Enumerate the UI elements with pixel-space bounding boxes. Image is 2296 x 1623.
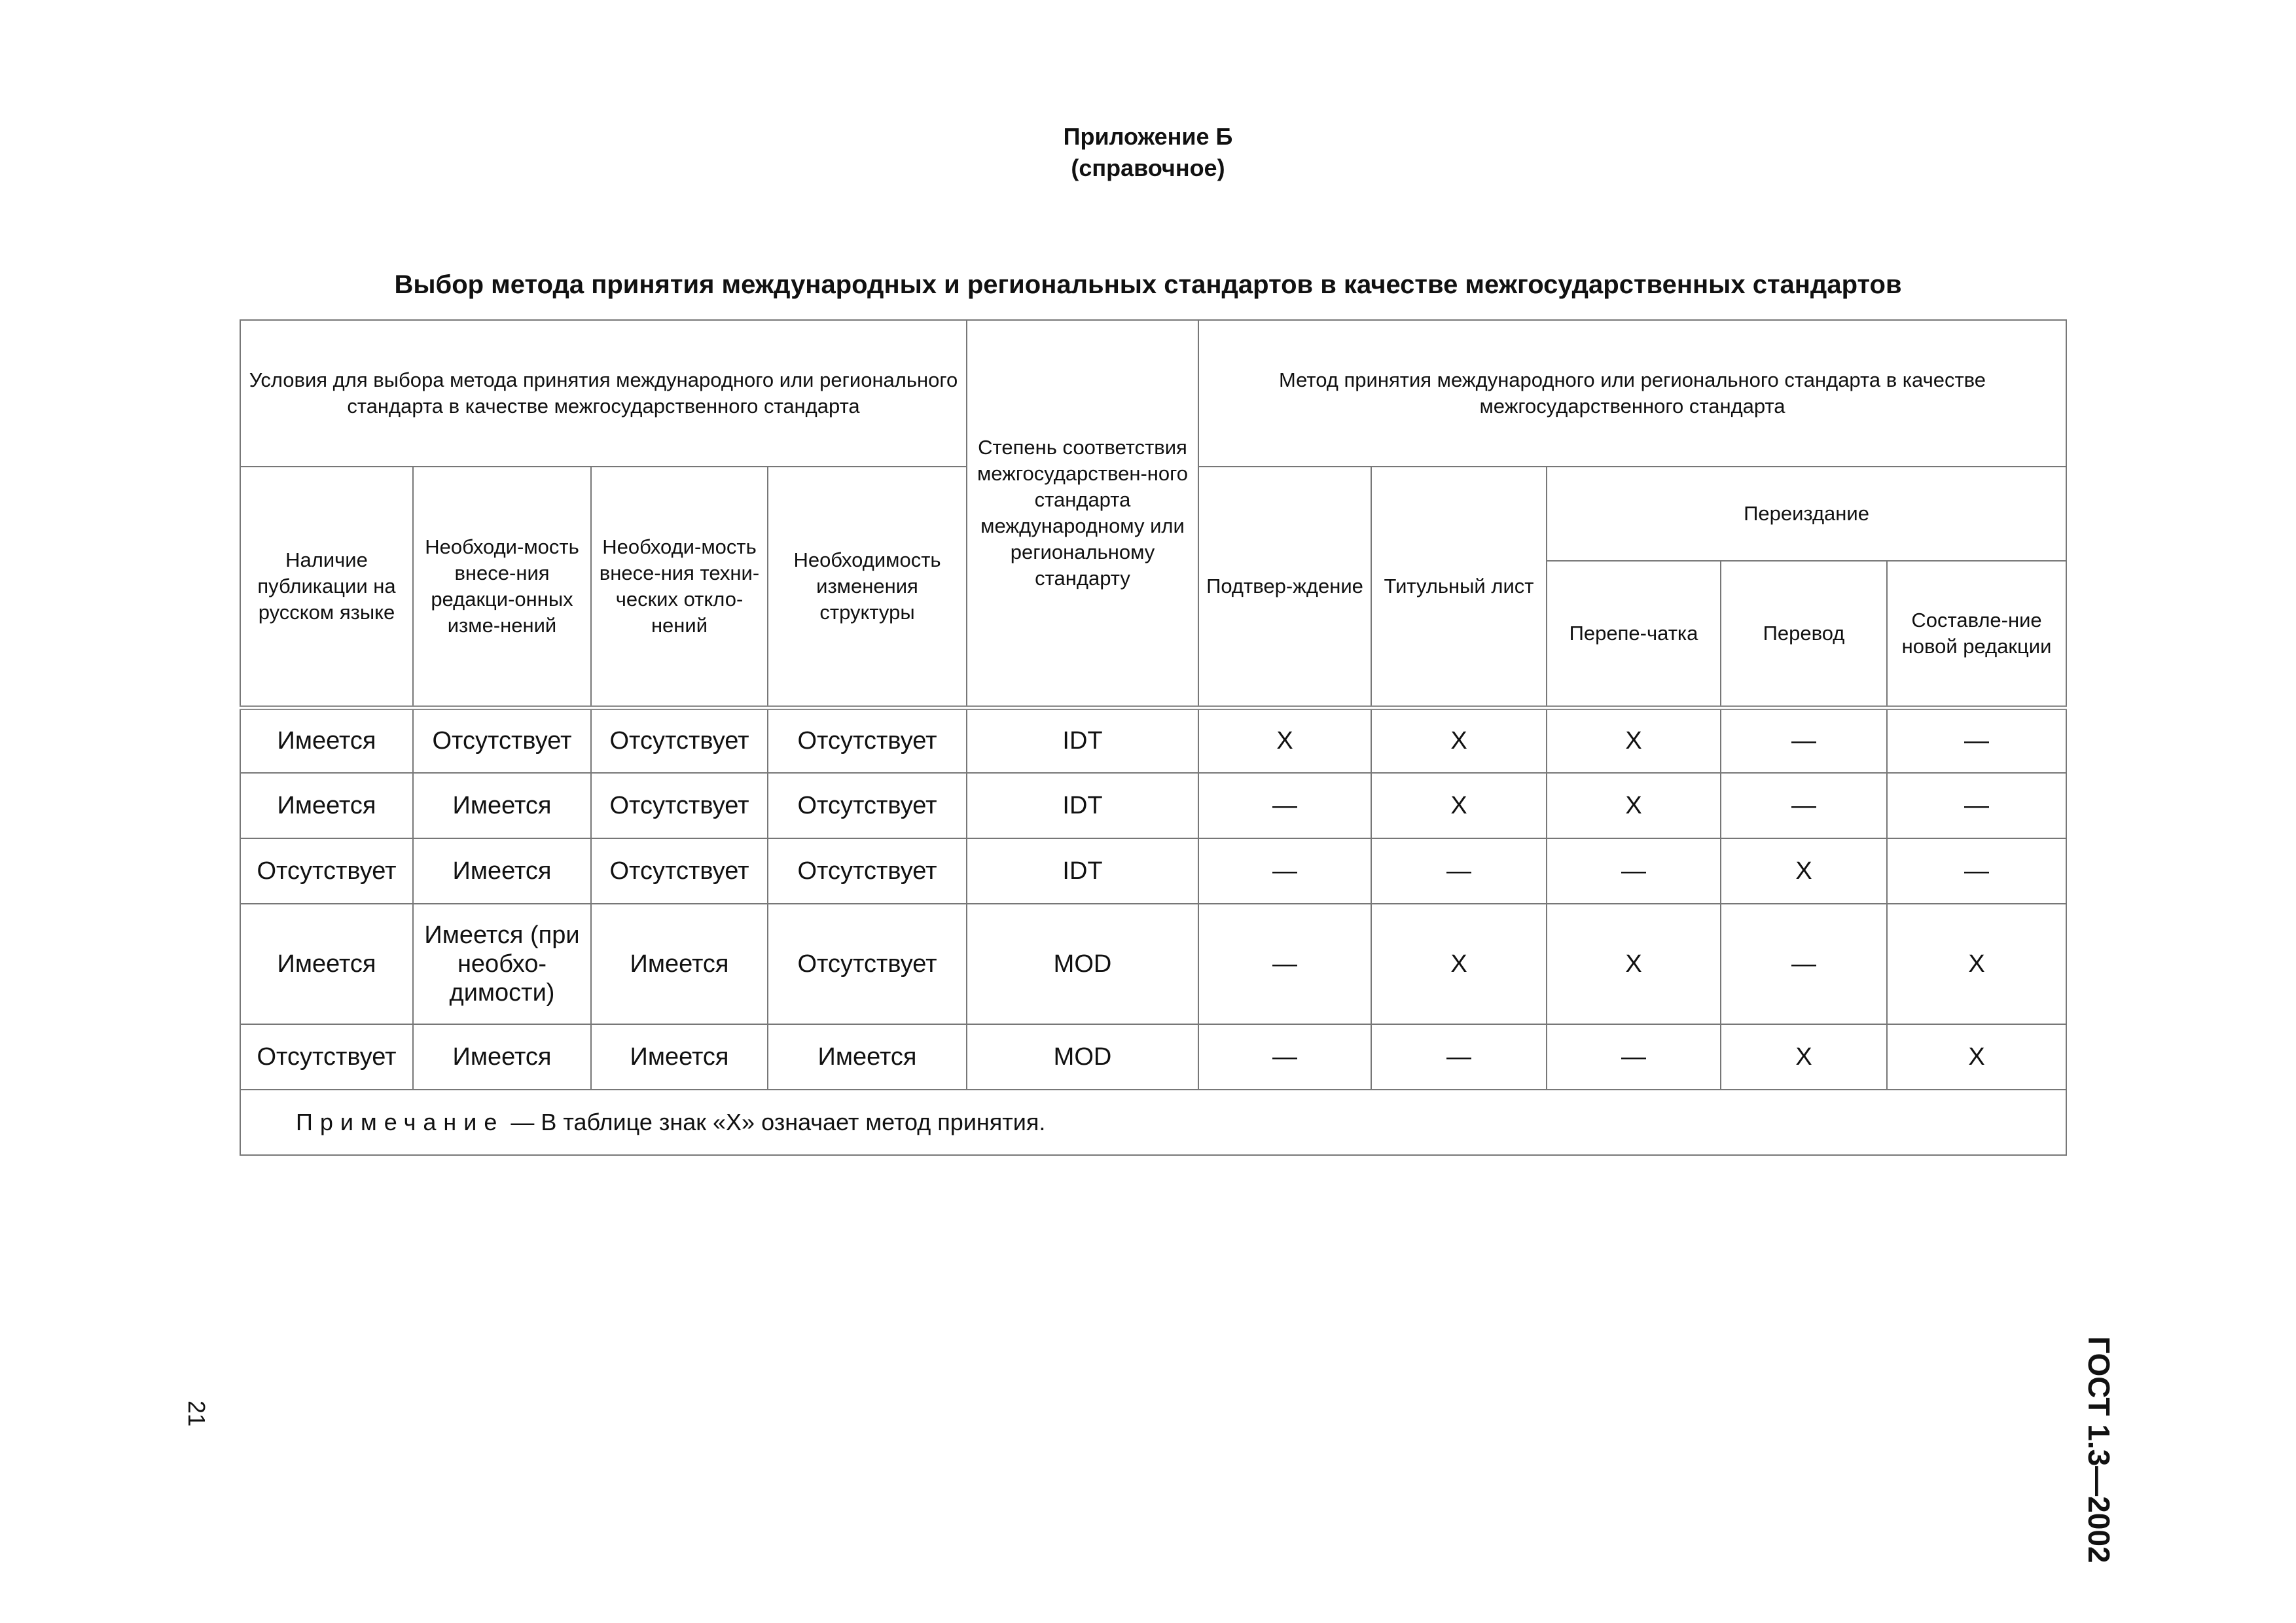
table-row xyxy=(240,773,2066,838)
table-row xyxy=(240,838,2066,904)
cell-new-edition: — xyxy=(1887,707,2066,773)
table-row xyxy=(240,1024,2066,1090)
cell-editorial: Имеется xyxy=(413,773,591,838)
cell-technical: Отсутствует xyxy=(591,773,768,838)
cell-publication: Отсутствует xyxy=(240,838,413,904)
cell-degree: IDT xyxy=(967,838,1198,904)
header-conditions-group: Условия для выбора метода принятия международного или регионального стандарта в качестве межгосударственного стандарта xyxy=(240,320,967,467)
annex-subtitle: (справочное) xyxy=(1071,154,1225,181)
cell-technical: Отсутствует xyxy=(591,838,768,904)
cell-confirmation: — xyxy=(1198,1024,1371,1090)
cell-reprint: — xyxy=(1547,1024,1721,1090)
cell-title-sheet: — xyxy=(1371,838,1547,904)
cell-reprint: X xyxy=(1547,773,1721,838)
cell-degree: IDT xyxy=(967,773,1198,838)
cell-publication: Имеется xyxy=(240,773,413,838)
cell-translation: — xyxy=(1721,904,1887,1024)
header-structure: Необходимость изменения структуры xyxy=(768,467,967,707)
cell-editorial: Имеется (при необхо-димости) xyxy=(413,904,591,1024)
cell-structure: Отсутствует xyxy=(768,838,967,904)
header-technical: Необходи-мость внесе-ния техни-ческих откло-нений xyxy=(591,467,768,707)
table-note xyxy=(240,1090,2066,1155)
cell-new-edition: — xyxy=(1887,773,2066,838)
cell-structure: Отсутствует xyxy=(768,707,967,773)
cell-new-edition: X xyxy=(1887,1024,2066,1090)
cell-confirmation: — xyxy=(1198,838,1371,904)
standard-code: ГОСТ 1.3—2002 xyxy=(2082,1336,2116,1563)
cell-confirmation: X xyxy=(1198,707,1371,773)
cell-degree: IDT xyxy=(967,707,1198,773)
cell-title-sheet: X xyxy=(1371,773,1547,838)
cell-publication: Отсутствует xyxy=(240,1024,413,1090)
header-editorial: Необходи-мость внесе-ния редакци-онных изме-нений xyxy=(413,467,591,707)
cell-publication: Имеется xyxy=(240,707,413,773)
cell-reprint: X xyxy=(1547,904,1721,1024)
cell-reprint: — xyxy=(1547,838,1721,904)
cell-new-edition: — xyxy=(1887,838,2066,904)
cell-title-sheet: — xyxy=(1371,1024,1547,1090)
cell-confirmation: — xyxy=(1198,773,1371,838)
note-text: — В таблице знак «Х» означает метод принятия. xyxy=(504,1109,1046,1135)
cell-technical: Имеется xyxy=(591,904,768,1024)
header-reprint: Перепе-чатка xyxy=(1547,561,1721,707)
cell-new-edition: X xyxy=(1887,904,2066,1024)
cell-structure: Отсутствует xyxy=(768,904,967,1024)
cell-editorial: Имеется xyxy=(413,1024,591,1090)
table-row xyxy=(240,707,2066,773)
table-row xyxy=(240,904,2066,1024)
note-label: Примечание xyxy=(296,1109,505,1135)
header-confirmation: Подтвер-ждение xyxy=(1198,467,1371,707)
cell-editorial: Имеется xyxy=(413,838,591,904)
cell-degree: MOD xyxy=(967,1024,1198,1090)
cell-reprint: X xyxy=(1547,707,1721,773)
header-method-group: Метод принятия международного или регионального стандарта в качестве межгосударственного стандарта xyxy=(1198,320,2066,467)
cell-title-sheet: X xyxy=(1371,707,1547,773)
header-publication: Наличие публикации на русском языке xyxy=(240,467,413,707)
header-new-edition: Составле-ние новой редакции xyxy=(1887,561,2066,707)
annex-heading xyxy=(0,121,2296,184)
header-row-1 xyxy=(240,320,2066,467)
page-number: 21 xyxy=(183,1400,210,1427)
cell-degree: MOD xyxy=(967,904,1198,1024)
header-translation: Перевод xyxy=(1721,561,1887,707)
cell-technical: Имеется xyxy=(591,1024,768,1090)
cell-translation: X xyxy=(1721,838,1887,904)
cell-translation: — xyxy=(1721,773,1887,838)
cell-structure: Отсутствует xyxy=(768,773,967,838)
cell-confirmation: — xyxy=(1198,904,1371,1024)
cell-technical: Отсутствует xyxy=(591,707,768,773)
cell-translation: — xyxy=(1721,707,1887,773)
cell-translation: X xyxy=(1721,1024,1887,1090)
cell-publication: Имеется xyxy=(240,904,413,1024)
header-republication: Переиздание xyxy=(1547,467,2066,561)
cell-editorial: Отсутствует xyxy=(413,707,591,773)
header-title-sheet: Титульный лист xyxy=(1371,467,1547,707)
note-row xyxy=(240,1090,2066,1155)
cell-title-sheet: X xyxy=(1371,904,1547,1024)
method-selection-table xyxy=(240,319,2067,1156)
table-title: Выбор метода принятия международных и региональных стандартов в качестве межгосударственных стандартов xyxy=(394,270,1902,299)
annex-title: Приложение Б xyxy=(1063,123,1233,150)
cell-structure: Имеется xyxy=(768,1024,967,1090)
header-degree: Степень соответствия межгосударствен-ного стандарта международному или региональному стандарту xyxy=(967,320,1198,707)
